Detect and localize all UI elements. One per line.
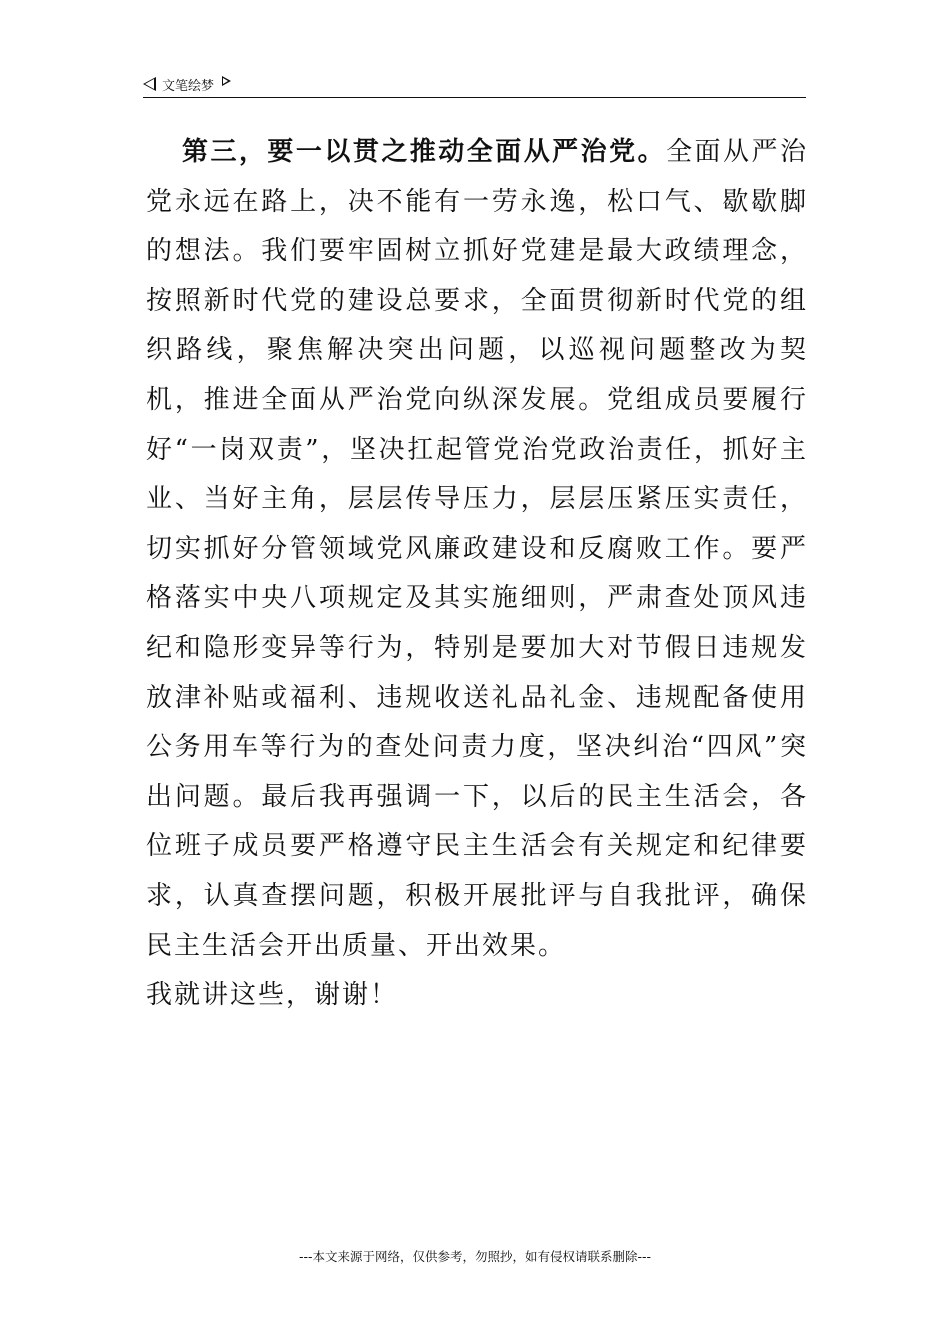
body-paragraph	[146, 128, 808, 971]
triangle-left-icon	[143, 77, 156, 91]
page-header	[143, 72, 231, 96]
footer-notice: ---本文来源于网络，仅供参考，勿照抄，如有侵权请联系删除---	[298, 1249, 652, 1264]
triangle-right-icon	[222, 76, 231, 86]
paragraph-lead: 第三，要一以贯之推动全面从严治党。	[182, 137, 667, 167]
document-body	[146, 128, 808, 1021]
header-divider	[143, 97, 806, 98]
header-title: 文笔绘梦	[162, 78, 215, 94]
closing-line: 我就讲这些，谢谢！	[146, 980, 399, 1011]
paragraph-text: 全面从严治党永远在路上，决不能有一劳永逸，松口气、歇歇脚的想法。我们要牢固树立抓好党建是最大政绩理念，按照新时代党的建设总要求，全面贯彻新时代党的组织路线，聚焦解决突出问题，以巡视问题整改为契机，推进全面从严治党向纵深发展。党组成员要履行好“一岗双责”，坚决扛起管党治党政治责任，抓好主业、当好主角，层层传导压力，层层压紧压实责任，切实抓好分管领域党风廉政建设和反腐败工作。要严格落实中央八项规定及其实施细则，严肃查处顶风违纪和隐形变异等行为，特别是要加大对节假日违规发放津补贴或福利、违规收送礼品礼金、违规配备使用公务用车等行为的查处问责力度，坚决纠治“四风”突出问题。最后我再强调一下，以后的民主生活会，各位班子成员要严格遵守民主生活会有关规定和纪律要求，认真查摆问题，积极开展批评与自我批评，确保民主生活会开出质量、开出效果。	[146, 137, 808, 961]
